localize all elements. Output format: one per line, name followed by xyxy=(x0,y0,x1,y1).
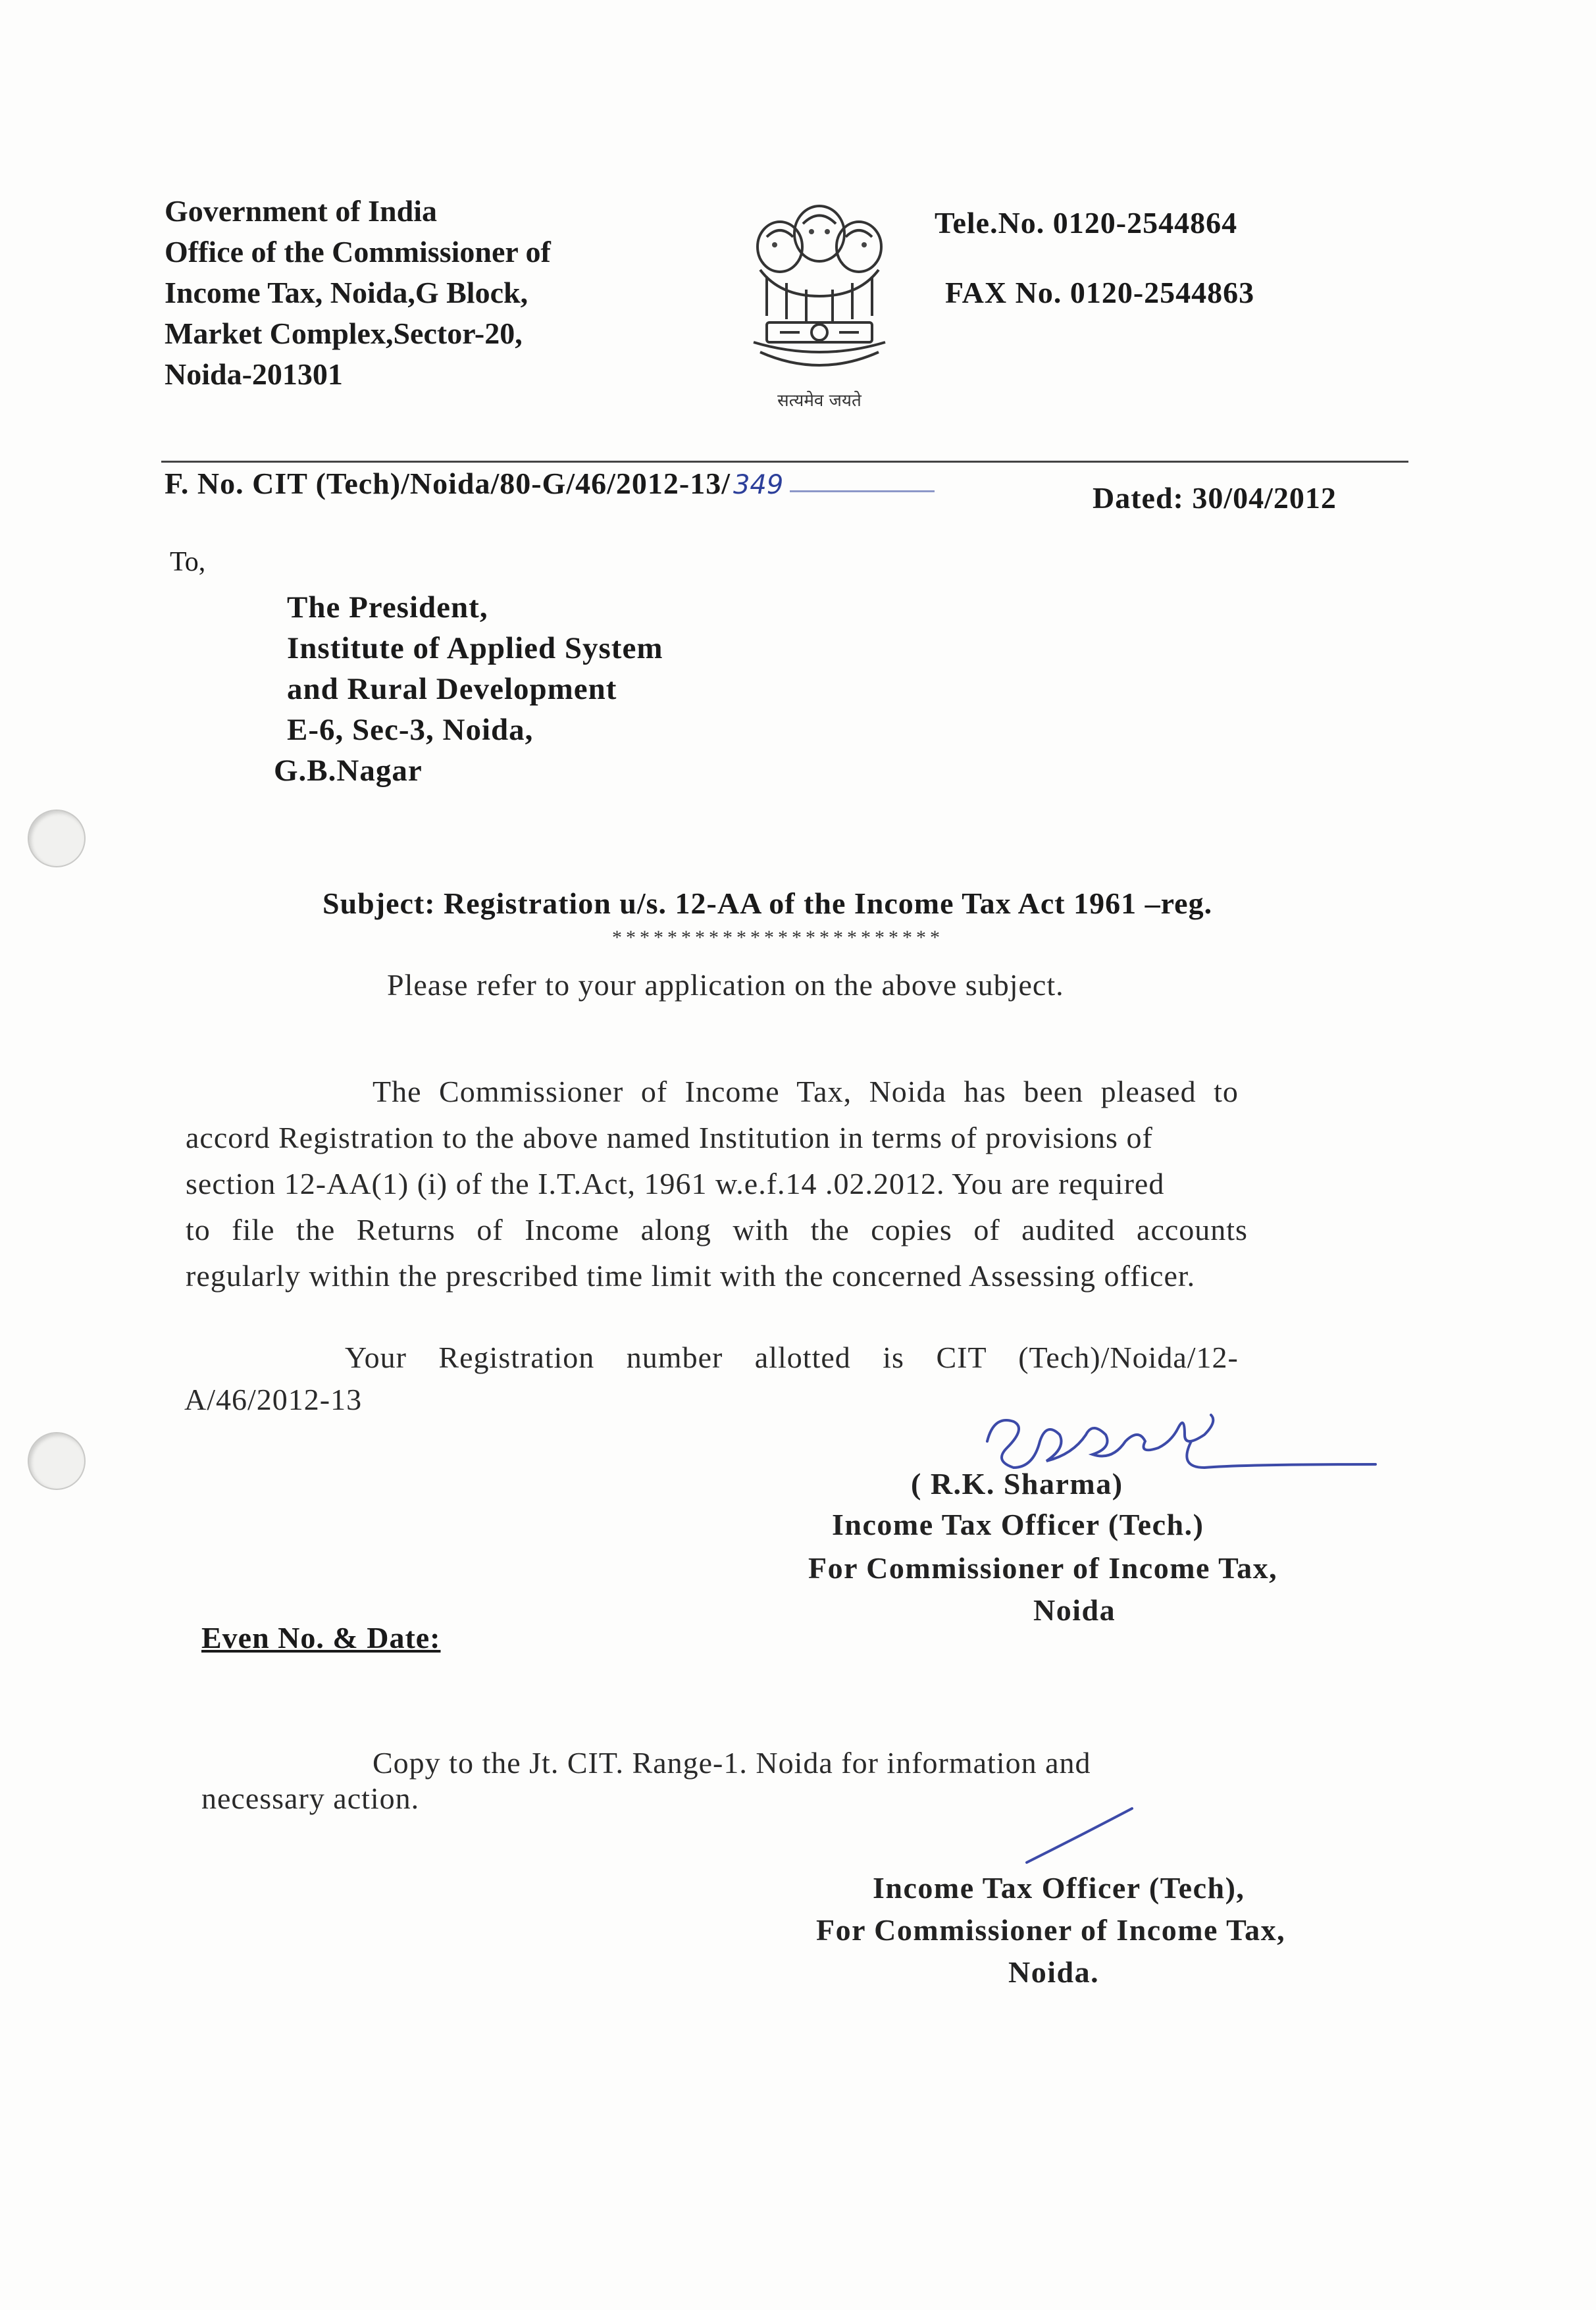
punch-hole-bottom xyxy=(28,1432,86,1490)
body-para-3-line: Your Registration number allotted is CIT (Tech)/Noida/12- xyxy=(345,1341,1239,1374)
addressee-block xyxy=(274,587,663,791)
subject-stars: ************************ xyxy=(612,927,944,948)
file-number-handwritten: 349 xyxy=(733,470,784,500)
addressee-line: E-6, Sec-3, Noida, xyxy=(287,713,534,747)
dated: Dated: 30/04/2012 xyxy=(1093,481,1337,515)
signatory-for-line: For Commissioner of Income Tax, xyxy=(808,1551,1278,1585)
pen-tick xyxy=(1020,1803,1139,1869)
tele-number: Tele.No. 0120-2544864 xyxy=(935,206,1238,240)
body-para-1: Please refer to your application on the above subject. xyxy=(387,968,1064,1002)
addressee-line: G.B.Nagar xyxy=(274,754,423,788)
to-label: To, xyxy=(170,547,206,577)
body-para-2-line: accord Registration to the above named Institution in terms of provisions of xyxy=(186,1121,1153,1154)
signatory-2-designation: Income Tax Officer (Tech), xyxy=(873,1871,1245,1905)
signatory-designation: Income Tax Officer (Tech.) xyxy=(832,1508,1204,1541)
office-line: Market Complex,Sector-20, xyxy=(165,317,523,350)
body-para-2-line: to file the Returns of Income along with the copies of audited accounts xyxy=(186,1213,1248,1246)
subject-line: Subject: Registration u/s. 12-AA of the Income Tax Act 1961 –reg. xyxy=(322,886,1213,920)
office-line: Office of the Commissioner of xyxy=(165,235,551,269)
office-line: Income Tax, Noida,G Block, xyxy=(165,276,528,309)
file-number-row xyxy=(165,466,935,501)
office-address xyxy=(165,191,551,395)
even-no-date: Even No. & Date: xyxy=(201,1621,441,1655)
national-emblem-icon xyxy=(740,197,898,411)
body-para-2-line: section 12-AA(1) (i) of the I.T.Act, 1961 w.e.f.14 .02.2012. You are required xyxy=(186,1167,1165,1200)
punch-hole-top xyxy=(28,809,86,867)
signatory-2-place: Noida. xyxy=(1008,1955,1100,1989)
fax-number: FAX No. 0120-2544863 xyxy=(945,276,1255,309)
body-para-2-line: The Commissioner of Income Tax, Noida has been pleased to xyxy=(373,1075,1239,1108)
header-divider xyxy=(161,461,1408,463)
emblem-motto: सत्यमेव जयते xyxy=(777,391,862,411)
signatory-place: Noida xyxy=(1033,1593,1116,1627)
signatory-name: ( R.K. Sharma) xyxy=(911,1467,1123,1501)
office-line: Noida-201301 xyxy=(165,357,343,391)
addressee-line: and Rural Development xyxy=(287,672,617,706)
signatory-2-for-line: For Commissioner of Income Tax, xyxy=(816,1913,1286,1947)
addressee-line: Institute of Applied System xyxy=(287,631,663,665)
office-line: Government of India xyxy=(165,194,437,228)
pen-stroke xyxy=(790,490,935,492)
copy-line: necessary action. xyxy=(201,1782,420,1815)
body-para-2-line: regularly within the prescribed time limit with the concerned Assessing officer. xyxy=(186,1259,1196,1293)
addressee-line: The President, xyxy=(287,590,488,625)
copy-line: Copy to the Jt. CIT. Range-1. Noida for information and xyxy=(373,1746,1091,1780)
body-para-3-line: A/46/2012-13 xyxy=(184,1383,363,1416)
file-number: F. No. CIT (Tech)/Noida/80-G/46/2012-13/ xyxy=(165,467,731,500)
